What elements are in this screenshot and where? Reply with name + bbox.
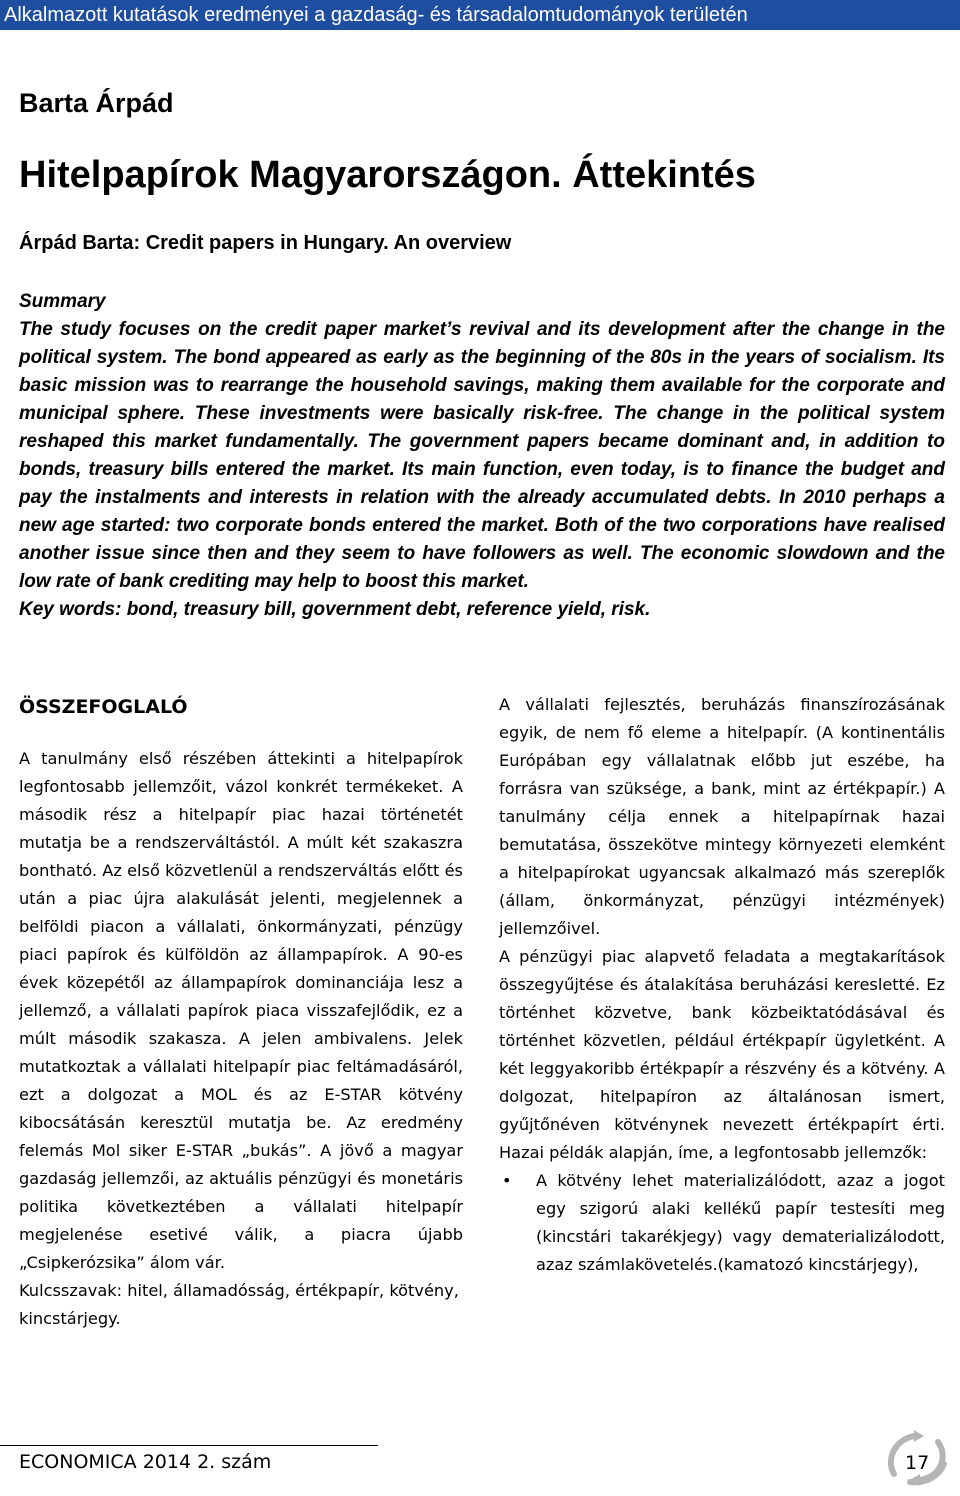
author-name: Barta Árpád [19,88,174,118]
bullet-list-item [499,1167,945,1279]
left-body-paragraph: A tanulmány első részében áttekinti a hitelpapírok legfontosabb jellemzőit, vázol konkrét termékeket. A második rész a hitelpapír piac hazai történetét mutatja be a rendszerváltástól. A múlt két szakaszra bontható. Az első közvetlenül a rendszerváltás előtt és után a piac újra alakulását jelenti, megjelennek a belföldi piacon a vállalati, önkormányzati, pénzügy piaci papírok és külföldön az állampapírok. A 90-es évek közepétől az állampapírok dominanciája lesz a jellemző, a vállalati papírok piaca visszafejlődik, ez a múlt második szakasza. A jelen ambivalens. Jelek mutatkoztak a vállalati hitelpapír piac feltámadásáról, ezt a dolgozat a MOL és az E-STAR kötvény kibocsátásán keresztül mutatja be. Az eredmény felemás Mol siker E-STAR „bukás”. A jövő a magyar gazdaság jellemzői, az aktuális pénzügyi és monetáris politika következtében a vállalati hitelpapír megjelenése esetivé válik, a piacra újabb „Csipkerózsika” álom vár. [19,749,463,1272]
right-paragraph-1: A vállalati fejlesztés, beruházás finanszírozásának egyik, de nem fő eleme a hitelpapír. (A kontinentális Európában egy vállalatnak előbb jut eszébe, ha forrásra van szüksége, a bank, mint az értékpapír.) A tanulmány célja ennek a hitelpapírnak hazai bemutatása, összekötve mintegy környezeti elemként a hitelpapírokat ugyancsak alkalmazó más szereplők (állam, önkormányzat, pénzügyi intézmények) jellemzőivel. [499,695,945,938]
page-number: 17 [905,1452,930,1474]
abstract-keywords: Key words: bond, treasury bill, government debt, reference yield, risk. [19,599,651,620]
right-column [499,691,945,1279]
right-paragraph-2: A pénzügyi piac alapvető feladata a megtakarítások összegyűjtése és átalakítása beruházási keresletté. Ez történhet közvetve, bank közbeiktatódásával és történhet közvetlen, például értékpapír ügyletként. A két leggyakoribb értékpapír a részvény és a kötvény. A dolgozat, hitelpapíron az általánosan ismert, gyűjtőnéven kötvénynek nevezett értékpapírt érti. Hazai példák alapján, íme, a legfontosabb jellemzők: [499,947,945,1162]
bullet-icon: • [502,1171,512,1190]
footer-divider [0,1445,378,1446]
abstract-heading: Summary [19,291,106,312]
left-column [19,691,463,1333]
section-heading: ÖSSZEFOGLALÓ [19,696,188,718]
abstract-body: The study focuses on the credit paper market’s revival and its development after the change in the political system. The bond appeared as early as the beginning of the 80s in the years of socialism. Its basic mission was to rearrange the household savings, making them available for the corporate and municipal sphere. These investments were basically risk-free. The change in the political system reshaped this market fundamentally. The government papers became dominant and, in addition to bonds, treasury bills entered the market. Its main function, even today, is to finance the budget and pay the instalments and interests in relation with the already accumulated debts. In 2010 perhaps a new age started: two corporate bonds entered the market. Both of the two corporations have realised another issue since then and they seem to have followers as well. The economic slowdown and the low rate of bank crediting may help to boost this market. [19,319,945,592]
running-head: Alkalmazott kutatások eredményei a gazdaság- és társadalomtudományok területén [0,0,960,30]
footer-journal: ECONOMICA 2014 2. szám [19,1451,272,1473]
abstract [19,288,945,624]
english-title: Árpád Barta: Credit papers in Hungary. An overview [19,232,512,254]
bullet-text: A kötvény lehet materializálódott, azaz a jogot egy szigorú alaki kellékű papír testesíti meg (kincstári takarékjegy) vagy dematerializálodott, azaz számlakövetelés.(kamatozó kincstárjegy), [536,1171,945,1274]
page-title: Hitelpapírok Magyarországon. Áttekintés [19,154,756,196]
left-keywords: Kulcsszavak: hitel, államadósság, értékpapír, kötvény, kincstárjegy. [19,1281,459,1328]
